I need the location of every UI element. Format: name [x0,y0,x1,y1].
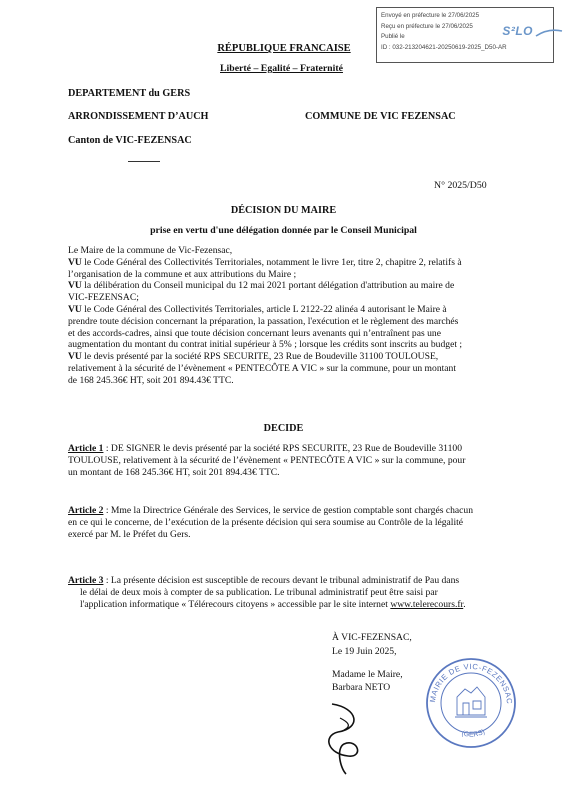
signature-place: À VIC-FEZENSAC, [332,632,412,643]
signature-date: Le 19 Juin 2025, [332,646,397,657]
republic-heading: RÉPUBLIQUE FRANCAISE [217,43,351,54]
article-2-label: Article 2 [68,505,104,516]
vu-text-continued: augmentation du montant du contrat initial supérieur à 5% ; lorsque les crédits sont inscrits au budget ; [68,339,463,351]
vu-text: le Code Général des Collectivités Territoriales, notamment le livre 1er, titre 2, chapitre 2, relatifs à [84,256,462,268]
prefecture-stamp [376,7,554,63]
vu-text-continued: prendre toute décision concernant la préparation, la passation, l'exécution et le règlement des marchés [68,315,459,327]
canton-label: Canton de VIC-FEZENSAC [68,135,192,146]
vu-label: VU [68,280,82,292]
article-2-text-continued: exercé par M. le Préfet du Gers. [68,528,191,540]
preamble-intro: Le Maire de la commune de Vic-Fezensac, [68,245,233,256]
stamp-sent-line: Envoyé en préfecture le 27/06/2025 [381,12,480,19]
decide-heading: DECIDE [263,423,304,434]
vu-label: VU [68,351,82,363]
decision-subtitle: prise en vertu d'une délégation donnée par le Conseil Municipal [150,225,417,236]
seal-emblem-icon [455,687,487,717]
preamble [68,245,508,387]
svg-text:(GERS) [461,729,486,739]
vu-label: VU [68,303,82,315]
article-3-text-continued: l'application informatique « Télérecours citoyens » accessible par le site internet www.telerecours.fr. [80,598,466,610]
vu-code-general [68,257,508,269]
seal-bottom-text: (GERS) [460,728,487,739]
telerecours-link[interactable]: www.telerecours.fr [390,598,464,610]
vu-text: le Code Général des Collectivités Territoriales, article L 2122-22 alinéa 4 autorisant le Maire à [84,303,447,315]
article-1-text-continued: TOULOUSE, relativement à la sécurité de l’évènement « PENTECÔTE A VIC » sur la commune, pour [68,454,466,466]
seal-top-text: MAIRIE DE VIC-FEZENSAC [427,661,515,705]
vu-deliberation [68,280,508,292]
arrondissement-label: ARRONDISSEMENT D’AUCH [68,111,209,122]
vu-text-continued: l’organisation de la commune et aux attributions du Maire ; [68,268,297,280]
vu-text: la délibération du Conseil municipal du 12 mai 2021 portant délégation d'attribution au maire de [84,280,455,292]
vu-text: le devis présenté par la société RPS SECURITE, 23 Rue de Boudeville 31100 TOULOUSE, [84,351,439,363]
vu-article-l2122 [68,304,508,316]
decision-title: DÉCISION DU MAIRE [230,205,337,216]
vu-text-continued: et des accords-cadres, ainsi que toute décision concernant leurs avenants qui n’entraînent pas une [68,327,441,339]
vu-text-continued: relativement à la sécurité de l’évènement « PENTECÔTE A VIC » sur la commune, pour un montant [68,362,457,374]
decision-number: N° 2025/D50 [434,180,487,191]
article-2-text-continued: en ce qui le concerne, de l’exécution de la présente décision qui sera soumise au Contrôle de la légalité [68,516,464,528]
stamp-received-line: Reçu en préfecture le 27/06/2025 [381,22,473,30]
vu-text-continued: de 168 245.36€ HT, soit 201 894.43€ TTC. [68,374,234,386]
article-3-text: : La présente décision est susceptible de recours devant le tribunal administratif de Pau dans [103,575,460,586]
stamp-id-line: ID : 032-213204621-20250619-2025_D50-AR [381,43,507,51]
article-2-text: : Mme la Directrice Générale des Services, le service de gestion comptable sont chargés chacun [103,505,474,516]
signature-name: Barbara NETO [332,682,391,693]
article-1-text: : DE SIGNER le devis présenté par la société RPS SECURITE, 23 Rue de Boudeville 31100 [103,443,462,454]
s2lo-logo: S²LO [502,26,533,37]
stamp-published-line: Publié le [381,33,405,40]
article-2 [68,505,508,540]
article-1-text-continued: un montant de 168 245.36€ HT, soit 201 894.43€ TTC. [68,466,280,478]
article-1 [68,443,508,478]
vu-devis [68,351,508,363]
article-3 [68,575,508,610]
commune-label: COMMUNE DE VIC FEZENSAC [305,111,456,122]
vu-text-continued: VIC-FEZENSAC; [68,292,139,304]
departement-label: DEPARTEMENT du GERS [68,88,191,99]
signature-role: Madame le Maire, [332,669,403,680]
vu-label: VU [68,256,82,268]
header-separator [128,161,160,162]
article-3-text-continued: le délai de deux mois à compter de sa publication. Le tribunal administratif peut être saisi par [80,586,438,598]
article-1-label: Article 1 [68,443,104,454]
handwritten-signature [318,698,378,778]
swoosh-icon [534,28,564,38]
mairie-seal [425,657,517,749]
article-3-label: Article 3 [68,575,104,586]
national-motto: Liberté – Egalité – Fraternité [220,63,343,74]
